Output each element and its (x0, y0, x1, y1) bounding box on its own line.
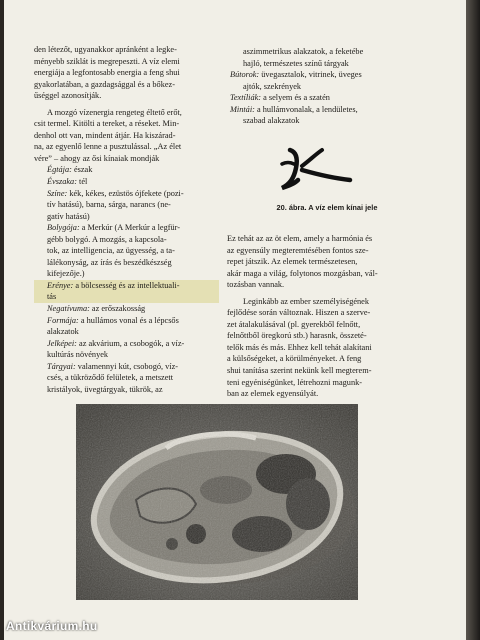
intro-line: gyakorlatában, a gazdagsággal és a bőkez- (34, 79, 175, 89)
book-spine (466, 0, 480, 640)
attr-formaja-cont: alakzatok (47, 327, 79, 337)
water-character-icon (276, 146, 356, 192)
attr-bolygoja-cont: lálékonyság, az írás és beszédkészség (47, 257, 172, 267)
attr-erenye: Erénye: a bölcsesség és az intellektuali- (34, 280, 219, 292)
para-line: fejlődése során változnak. Hiszen a szerve- (227, 308, 371, 318)
attr-bolygoja-cont: kifejezője.) (47, 269, 85, 279)
attr-bolygoja-cont: tok, az intelligencia, az ügyesség, a ta- (47, 246, 175, 256)
right-top-line: hajló, természetes színű tárgyak (243, 58, 349, 68)
para-line: akár maga a világ, folytonos mozgásban, vál- (227, 268, 378, 278)
para-line: shui tanítása szerint nekünk kell megterem- (227, 366, 372, 376)
attr-mintai: Mintái: a hullámvonalak, a lendületes, (230, 104, 358, 114)
attr-targyai-cont: csés, a tükröződő felületek, a metszett (47, 373, 174, 383)
intro-line: energiája a legfontosabb energia a feng shui (34, 68, 180, 78)
attr-mintai-cont: szabad alakzatok (243, 116, 300, 126)
right-column-top (230, 46, 426, 127)
para-line: telők más és más. Ehhez kell tehát alakítani (227, 342, 372, 352)
para-line: repet játszik. Az elemek természetesen, (227, 257, 358, 267)
para-line: Ez tehát az az öt elem, amely a harmónia és (227, 234, 373, 243)
aerial-photo-island (76, 404, 358, 600)
intro-line: űséggel azonosítják. (34, 91, 102, 101)
attr-butorok-cont: ajtók, szekrények (243, 81, 302, 91)
para-line: ban az elemek egyensúlyát. (227, 389, 319, 399)
book-page (4, 0, 466, 640)
para-line: a külsőségeket, a körülményeket. A feng (227, 354, 362, 364)
intro-line: den létezőt, ugyanakkor apránként a legke- (34, 45, 177, 54)
attr-butorok: Bútorok: üvegasztalok, vitrinek, üveges (230, 70, 362, 80)
intro-line: ményebb sziklát is megrepeszti. A víz elemi (34, 56, 180, 66)
attr-szine-cont: gatív hatású) (47, 211, 90, 221)
para2-line: csit termel. Kitölti a tereket, a réseket. Min- (34, 119, 180, 129)
attr-targyai: Tárgyai: valamennyi kút, csobogó, víz- (47, 361, 179, 371)
attr-szine-cont: tív hatású), barna, sárga, narancs (ne- (47, 200, 171, 210)
attr-erenye-cont: tás (34, 291, 219, 303)
attr-bolygoja-cont: gébb bolygó. A mozgás, a kapcsola- (47, 234, 167, 244)
para2-line: denhol ott van, mindent átjár. Ha kiszárad- (34, 130, 176, 140)
para-line: az egyensúly megteremtésében fontos sze- (227, 245, 369, 255)
attr-textiliak: Textíliák: a selyem és a szatén (230, 93, 330, 103)
right-column-body (227, 233, 426, 400)
para2-line: na, az egyenlő lenne a pusztulással. „Az élet (34, 142, 182, 152)
attr-jelkepei-cont: kultúrás növények (47, 350, 109, 360)
attr-evszaka: Évszaka: tél (47, 177, 88, 187)
left-column (34, 44, 219, 395)
attr-bolygoja: Bolygója: a Merkúr (A Merkúr a legfür- (47, 223, 180, 233)
para-line: Leginkább az ember személyiségének (243, 296, 370, 306)
right-top-line: aszimmetrikus alakzatok, a feketébe (243, 47, 364, 56)
attr-egtaja: Égtája: észak (47, 165, 93, 175)
attr-negativuma: Negatívuma: az erőszakosság (47, 304, 146, 314)
para-line: zet átalakulásával (pl. gyerekből felnőtt, (227, 319, 361, 329)
para2-line: A mozgó vízenergia rengeteg éltető erőt, (47, 107, 182, 117)
para2-line: vére” – ahogy az ősi kínaiak mondják (34, 153, 160, 163)
para-line: felnőttből öregkorú stb.) harasnk, összeté- (227, 331, 367, 341)
attr-targyai-cont: kristályok, üvegtárgyak, tükrök, az (47, 384, 163, 394)
para-line: teni egyéniségünket, létrehozni magunk- (227, 377, 363, 387)
watermark: Antikvárium.hu (6, 619, 98, 633)
attr-szine: Színe: kék, kékes, ezüstös ójfekete (pozi- (47, 188, 184, 198)
figure-caption: 20. ábra. A víz elem kínai jele (276, 203, 378, 212)
attr-jelkepei: Jelképei: az akvárium, a csobogók, a víz- (47, 338, 185, 348)
attr-formaja: Formája: a hullámos vonal és a lépcsős (47, 315, 179, 325)
para-line: tozásban vannak. (227, 280, 285, 290)
